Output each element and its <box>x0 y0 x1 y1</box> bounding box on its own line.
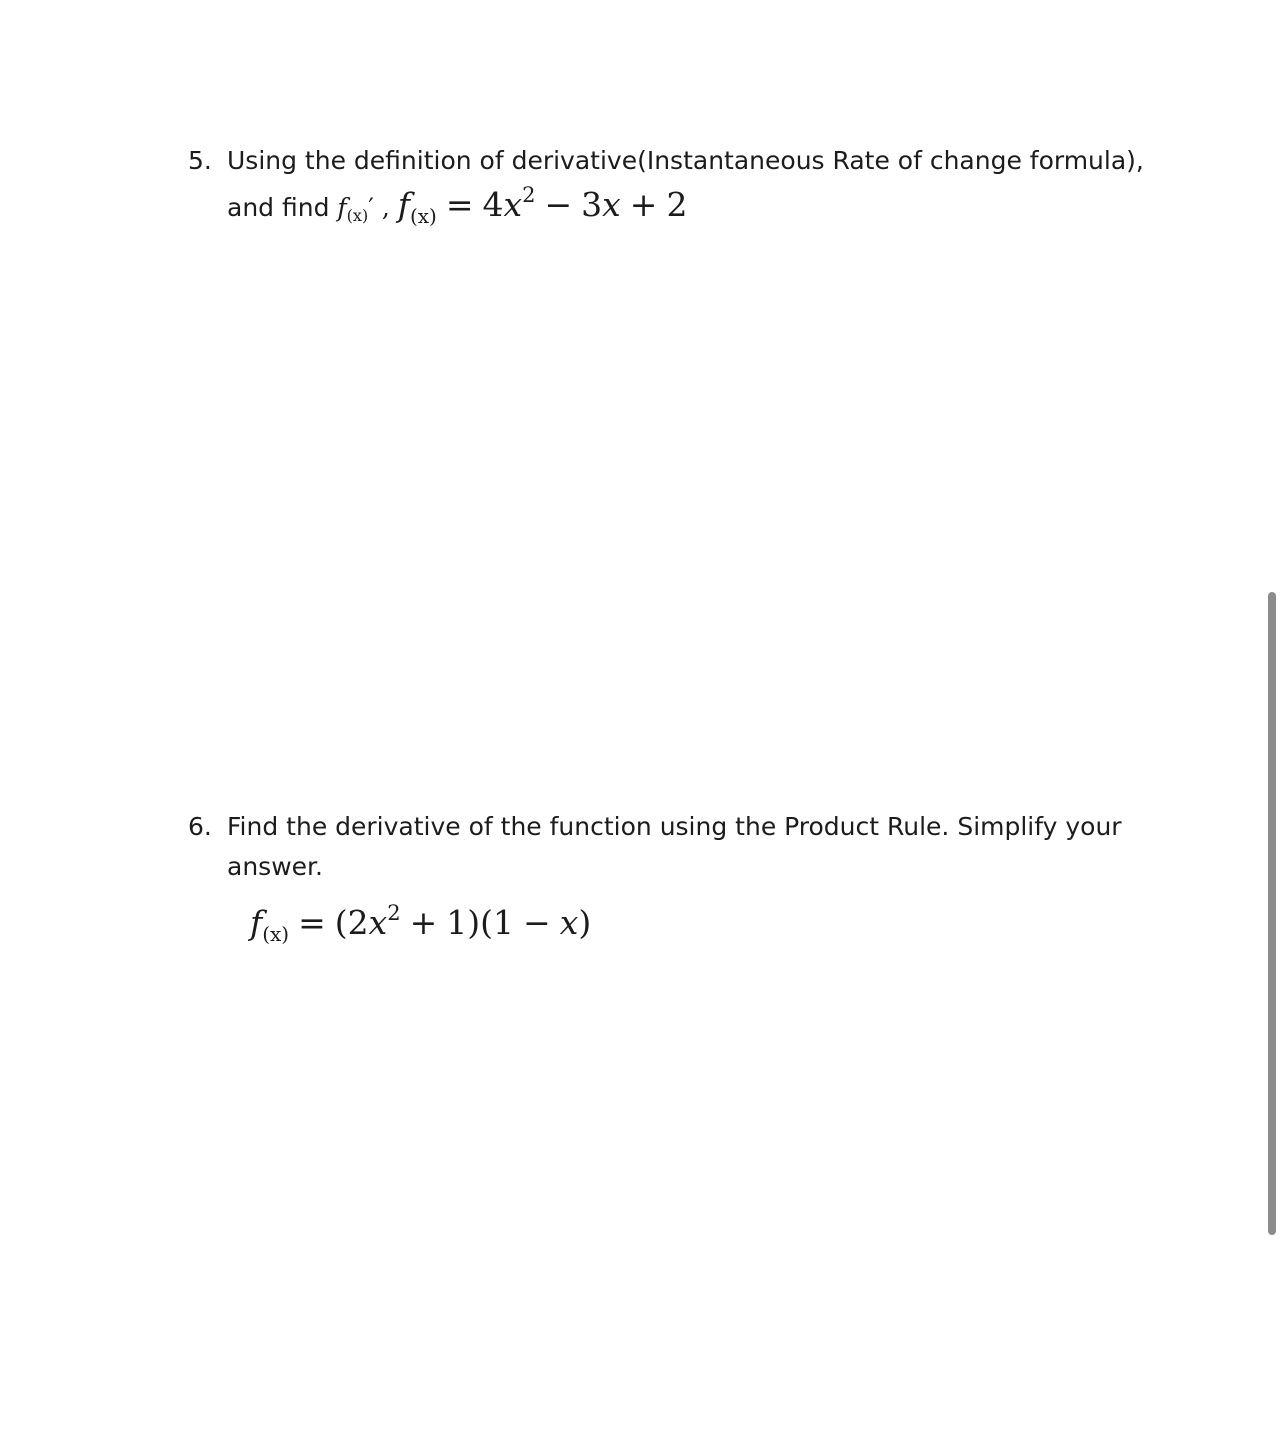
question-6-line-1 <box>188 812 1128 842</box>
question-6-number: 6. <box>188 812 212 841</box>
question-5-equation: $f_{(x)} = 4x^2 - 3x + 2$ <box>397 183 688 228</box>
vertical-scrollbar[interactable] <box>1262 0 1284 1452</box>
question-5 <box>188 146 1144 228</box>
question-6-equation: $f_{(x)} = (2x^2 + 1)(1 - x)$ <box>250 901 592 946</box>
question-6-text: Find the derivative of the function using the Product Rule. Simplify your <box>227 812 1122 841</box>
question-6 <box>188 812 1128 946</box>
scrollbar-thumb[interactable] <box>1268 592 1276 1235</box>
question-5-line-1 <box>188 146 1144 176</box>
question-6-line-2: answer. <box>227 852 323 881</box>
question-6-equation-line <box>188 901 1128 946</box>
question-5-line-2 <box>188 183 1128 228</box>
separator-comma: , <box>381 193 390 222</box>
question-5-prefix: and find <box>227 193 330 222</box>
inline-derivative-notation: $f_{(x)}'$ <box>337 193 374 225</box>
question-5-number: 5. <box>188 146 212 175</box>
question-5-text: Using the definition of derivative(Instantaneous Rate of change formula), <box>227 146 1144 175</box>
